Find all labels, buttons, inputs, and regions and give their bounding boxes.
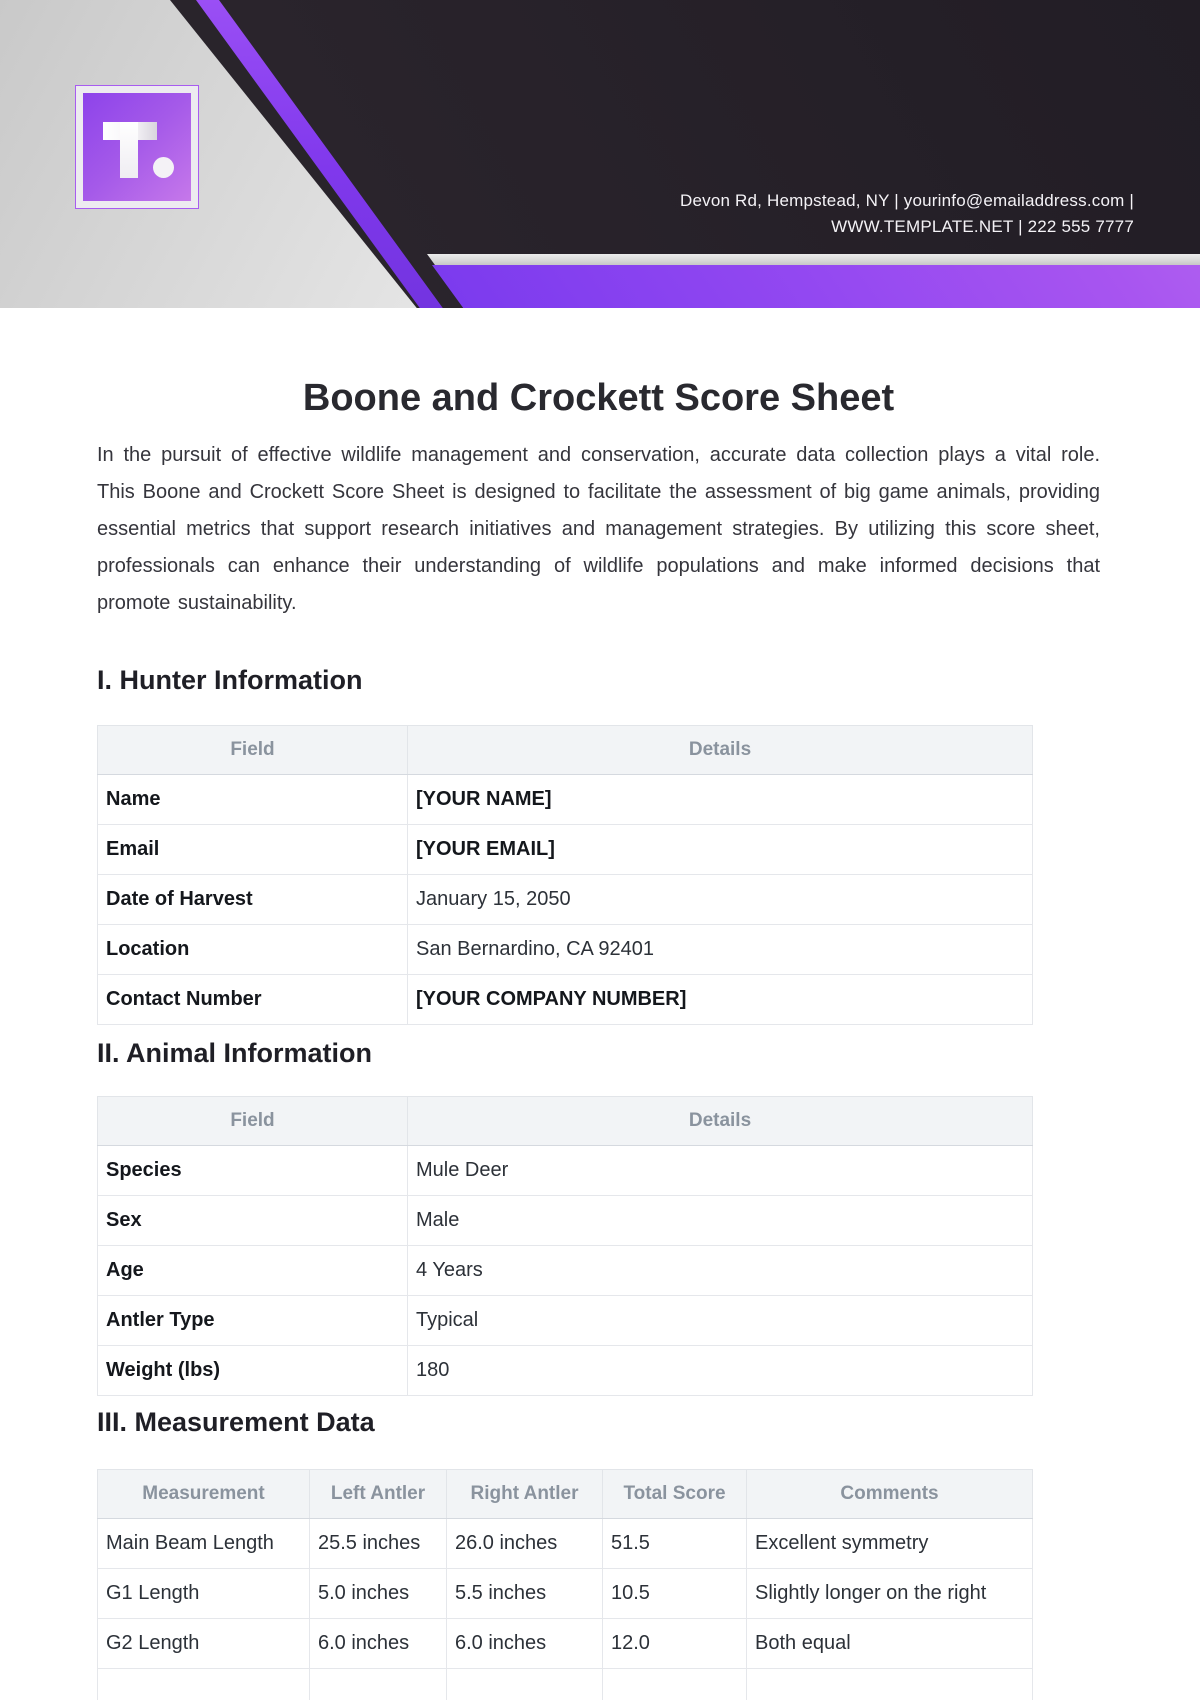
purple-accent-bar: [432, 265, 1200, 308]
row-value: San Bernardino, CA 92401: [408, 925, 1033, 975]
table-row: [98, 875, 1033, 925]
table-row: [98, 1519, 1033, 1569]
row-label: Weight (lbs): [98, 1346, 408, 1396]
column-header-details: Details: [408, 726, 1033, 775]
contact-line-address: Devon Rd, Hempstead, NY | yourinfo@emailaddress.com |: [679, 191, 1134, 210]
table-header-row: [98, 1470, 1033, 1519]
left-antler-value: 5.0 inches: [310, 1569, 447, 1619]
page-title: Boone and Crockett Score Sheet: [302, 377, 895, 419]
letterhead: [0, 0, 1200, 308]
hunter-information-table: [97, 725, 1033, 1025]
comments-value: Both equal: [747, 1619, 1033, 1669]
contact-info: [680, 188, 1134, 240]
column-header-right-antler: Right Antler: [447, 1470, 603, 1519]
total-score-value: 12.0: [603, 1619, 747, 1669]
measurement-name: [98, 1669, 310, 1700]
row-value: Typical: [408, 1296, 1033, 1346]
table-row-partial: [98, 1669, 1033, 1700]
row-label: Antler Type: [98, 1296, 408, 1346]
table-row: [98, 925, 1033, 975]
section-heading-animal-information: II. Animal Information: [97, 1038, 373, 1068]
table-header-row: [98, 726, 1033, 775]
left-antler-value: [310, 1669, 447, 1700]
row-value: Mule Deer: [408, 1146, 1033, 1196]
row-value: [YOUR COMPANY NUMBER]: [408, 975, 1033, 1025]
left-antler-value: 6.0 inches: [310, 1619, 447, 1669]
column-header-measurement: Measurement: [98, 1470, 310, 1519]
table-header-row: [98, 1097, 1033, 1146]
table-row: [98, 1246, 1033, 1296]
measurement-name: Main Beam Length: [98, 1519, 310, 1569]
row-label: Age: [98, 1246, 408, 1296]
row-label: Sex: [98, 1196, 408, 1246]
row-value: January 15, 2050: [408, 875, 1033, 925]
left-antler-value: 25.5 inches: [310, 1519, 447, 1569]
template-logo: [76, 86, 198, 208]
row-label: Name: [98, 775, 408, 825]
row-value: 4 Years: [408, 1246, 1033, 1296]
row-value: 180: [408, 1346, 1033, 1396]
column-header-left-antler: Left Antler: [310, 1470, 447, 1519]
total-score-value: 10.5: [603, 1569, 747, 1619]
silver-stripe: [427, 254, 1200, 265]
animal-information-table: [97, 1096, 1033, 1396]
comments-value: Excellent symmetry: [747, 1519, 1033, 1569]
comments-value: [747, 1669, 1033, 1700]
row-value: [YOUR NAME]: [408, 775, 1033, 825]
column-header-field: Field: [98, 726, 408, 775]
column-header-comments: Comments: [747, 1470, 1033, 1519]
measurement-data-table: [97, 1469, 1033, 1700]
total-score-value: 51.5: [603, 1519, 747, 1569]
table-row: [98, 775, 1033, 825]
row-label: Species: [98, 1146, 408, 1196]
right-antler-value: 6.0 inches: [447, 1619, 603, 1669]
column-header-total-score: Total Score: [603, 1470, 747, 1519]
table-row: [98, 975, 1033, 1025]
row-label: Contact Number: [98, 975, 408, 1025]
table-row: [98, 1569, 1033, 1619]
table-row: [98, 825, 1033, 875]
total-score-value: [603, 1669, 747, 1700]
row-label: Email: [98, 825, 408, 875]
measurement-name: G1 Length: [98, 1569, 310, 1619]
column-header-field: Field: [98, 1097, 408, 1146]
table-row: [98, 1146, 1033, 1196]
table-row: [98, 1346, 1033, 1396]
section-heading-hunter-information: I. Hunter Information: [97, 665, 363, 695]
section-heading-measurement-data: III. Measurement Data: [97, 1407, 375, 1437]
measurement-name: G2 Length: [98, 1619, 310, 1669]
comments-value: Slightly longer on the right: [747, 1569, 1033, 1619]
table-row: [98, 1196, 1033, 1246]
row-value: Male: [408, 1196, 1033, 1246]
right-antler-value: 5.5 inches: [447, 1569, 603, 1619]
contact-line-website-phone: WWW.TEMPLATE.NET | 222 555 7777: [831, 217, 1134, 236]
logo-letter-t-stem: [120, 122, 138, 178]
table-row: [98, 1296, 1033, 1346]
row-value: [YOUR EMAIL]: [408, 825, 1033, 875]
column-header-details: Details: [408, 1097, 1033, 1146]
document-content: [97, 376, 1100, 1700]
table-row: [98, 1619, 1033, 1669]
right-antler-value: 26.0 inches: [447, 1519, 603, 1569]
logo-dot: [153, 157, 174, 178]
right-antler-value: [447, 1669, 603, 1700]
row-label: Location: [98, 925, 408, 975]
row-label: Date of Harvest: [98, 875, 408, 925]
intro-paragraph: In the pursuit of effective wildlife management and conservation, accurate data collection plays a vital role. This Boone and Crockett Score Sheet is designed to facilitate the assessment of big game animals, providing essential metrics that support research initiatives and management strategies. By utilizing this score sheet, professionals can enhance their understanding of wildlife populations and make informed decisions that promote sustainability.: [97, 444, 1100, 614]
